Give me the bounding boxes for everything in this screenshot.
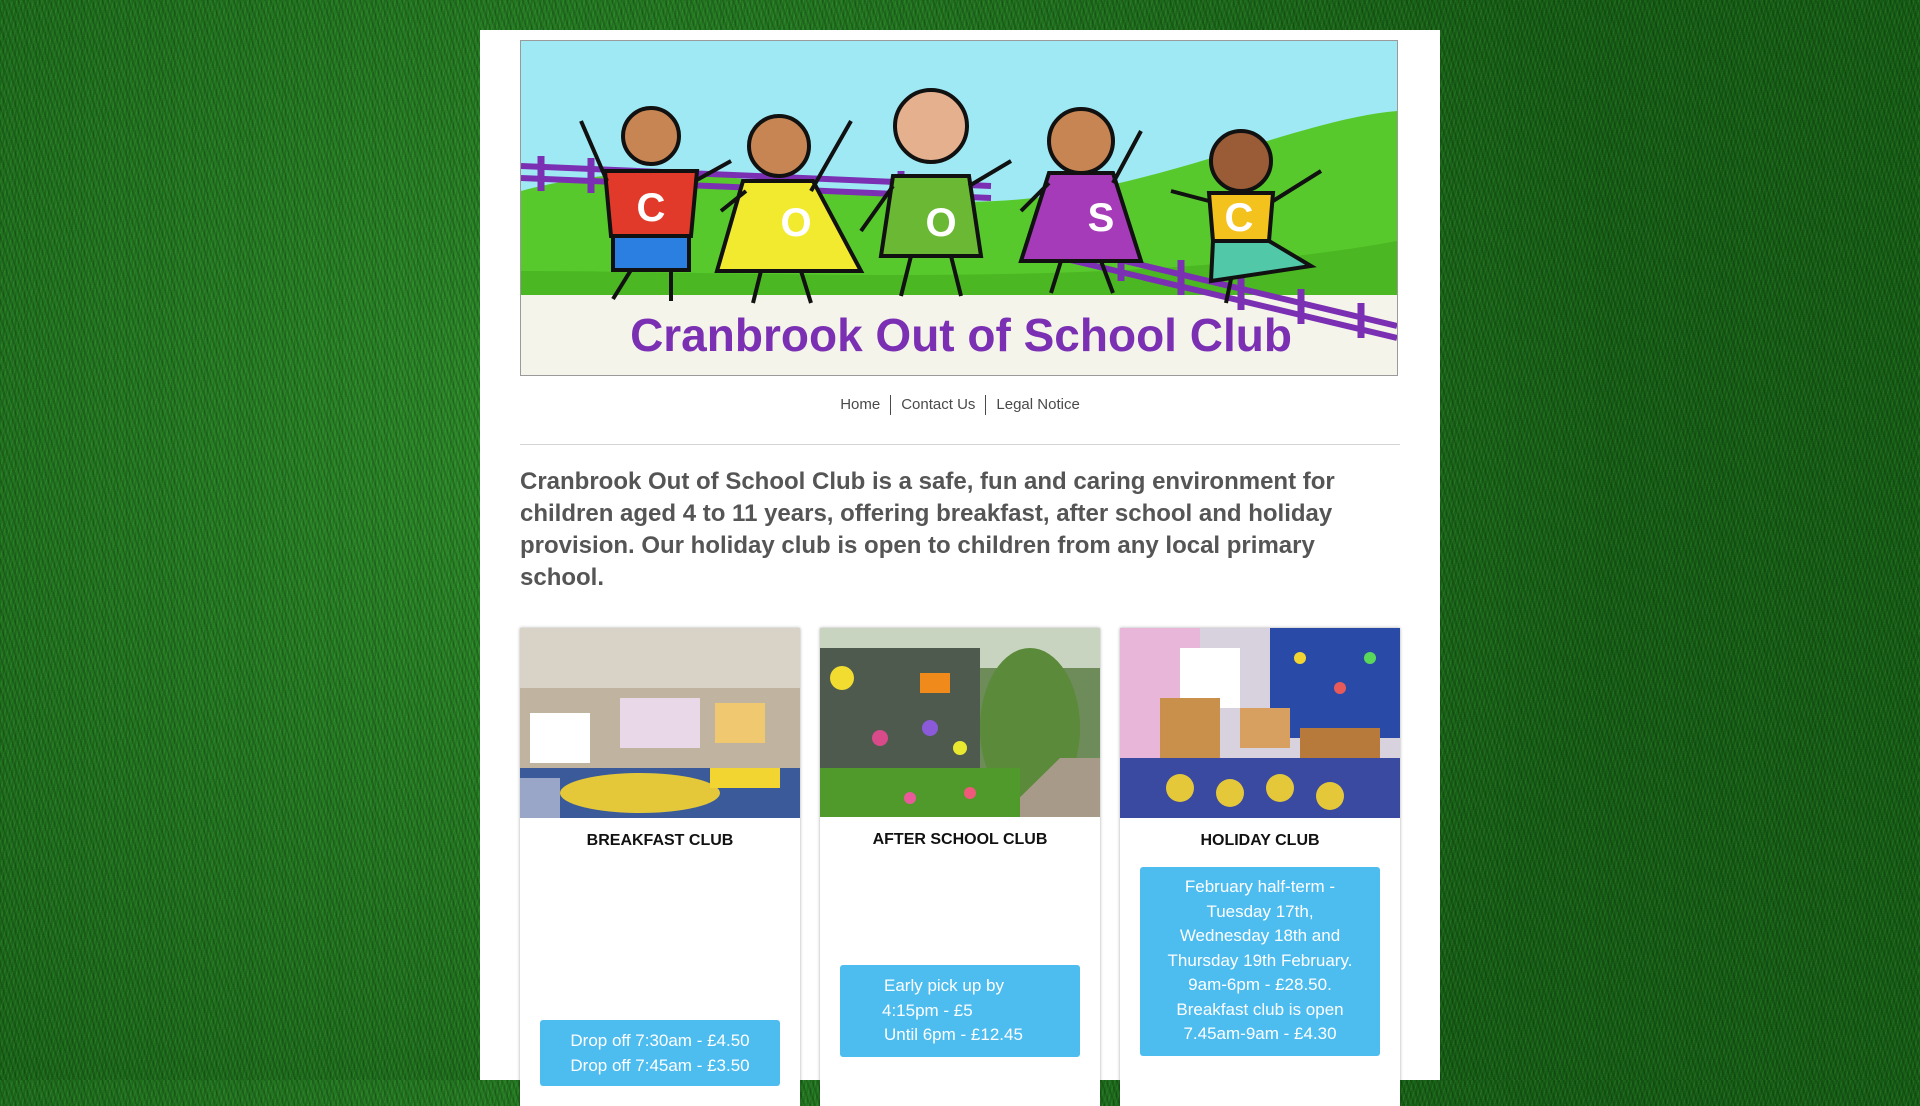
- nav-divider: [520, 444, 1400, 445]
- card-title: BREAKFAST CLUB: [586, 832, 734, 849]
- info-line: Thursday 19th February.: [1167, 950, 1353, 970]
- nav-item-home[interactable]: Home: [840, 396, 881, 413]
- info-line: Wednesday 18th and: [1179, 926, 1341, 945]
- banner-letter: O: [925, 201, 957, 245]
- banner-letter: C: [636, 186, 666, 230]
- playroom-photo: [1120, 628, 1400, 818]
- after-school-club-card: [820, 628, 1100, 1106]
- nav-item-legal-notice[interactable]: Legal Notice: [985, 395, 1089, 415]
- price-line: Until 6pm - £12.45: [884, 1025, 1023, 1044]
- price-line: Drop off 7:45am - £3.50: [570, 1055, 750, 1075]
- after-school-prices: [840, 965, 1080, 1057]
- info-line: 9am-6pm - £28.50.: [1188, 975, 1332, 994]
- info-line: Tuesday 17th,: [1206, 901, 1314, 921]
- garden-photo: [820, 628, 1100, 817]
- banner-letter: O: [780, 201, 812, 245]
- price-line: Drop off 7:30am - £4.50: [570, 1031, 750, 1050]
- holiday-info: [1140, 867, 1380, 1056]
- price-line: 4:15pm - £5: [882, 1000, 973, 1020]
- card-title: HOLIDAY CLUB: [1200, 832, 1320, 849]
- intro-text: Cranbrook Out of School Club is a safe, fun and caring environment for children aged 4 to 11 years, offering breakfast, after school and holiday provision. Our holiday club is open to children from any local primary school.: [520, 468, 1335, 591]
- info-line: February half-term -: [1184, 877, 1336, 896]
- banner-illustration: [521, 41, 1397, 375]
- breakfast-club-card: [520, 628, 800, 1106]
- holiday-club-card: [1120, 628, 1400, 1106]
- page-container: [480, 30, 1440, 1080]
- header-banner[interactable]: [520, 40, 1398, 376]
- info-line: Breakfast club is open: [1176, 999, 1344, 1019]
- banner-letter: S: [1087, 196, 1115, 240]
- breakfast-prices: [540, 1020, 780, 1086]
- banner-letter: C: [1224, 196, 1254, 240]
- info-line: 7.45am-9am - £4.30: [1183, 1024, 1337, 1043]
- breakfast-room-photo: [520, 628, 800, 818]
- price-line: Early pick up by: [884, 976, 1004, 995]
- main-nav: [520, 395, 1400, 415]
- nav-item-contact-us[interactable]: Contact Us: [890, 395, 985, 415]
- card-title: AFTER SCHOOL CLUB: [872, 831, 1048, 848]
- banner-title: Cranbrook Out of School Club: [630, 309, 1292, 361]
